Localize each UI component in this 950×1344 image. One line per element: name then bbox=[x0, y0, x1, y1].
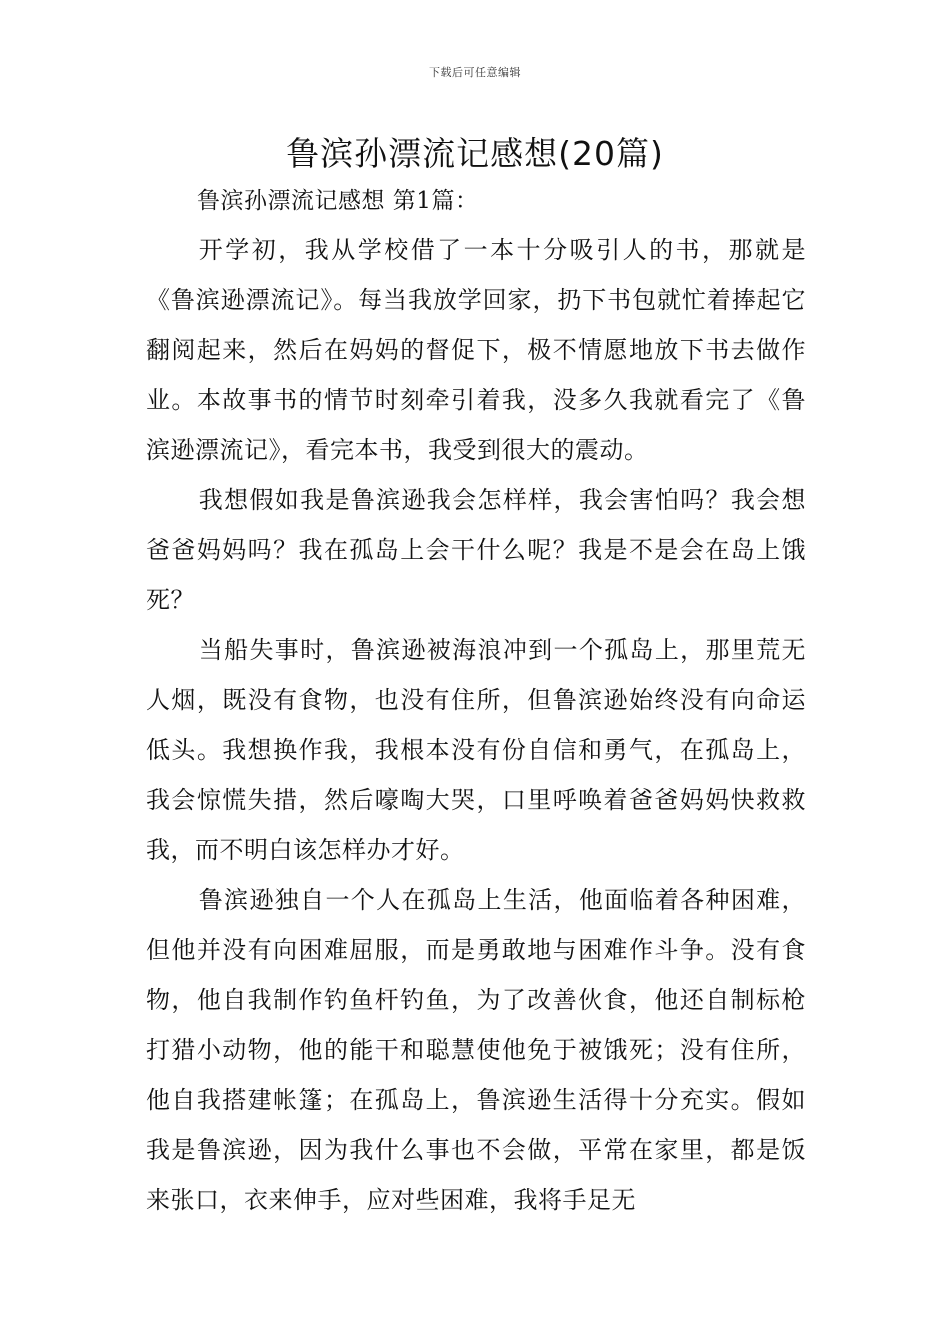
paragraph: 当船失事时，鲁滨逊被海浪冲到一个孤岛上，那里荒无人烟，既没有食物，也没有住所，但鲁滨逊始终没有向命运低头。我想换作我，我根本没有份自信和勇气，在孤岛上，我会惊慌失措，然后嚎啕大哭，口里呼唤着爸爸妈妈快救救我，而不明白该怎样办才好。 bbox=[146, 636, 806, 864]
paragraph: 鲁滨逊独自一个人在孤岛上生活，他面临着各种困难，但他并没有向困难屈服，而是勇敢地与困难作斗争。没有食物，他自我制作钓鱼杆钓鱼，为了改善伙食，他还自制标枪打猎小动物，他的能干和聪慧使他免于被饿死；没有住所，他自我搭建帐篷；在孤岛上，鲁滨逊生活得十分充实。假如我是鲁滨逊，因为我什么事也不会做，平常在家里，都是饭来张口，衣来伸手，应对些困难，我将手足无 bbox=[146, 886, 806, 1214]
paragraph: 开学初，我从学校借了一本十分吸引人的书，那就是《鲁滨逊漂流记》。每当我放学回家，扔下书包就忙着捧起它翻阅起来，然后在妈妈的督促下，极不情愿地放下书去做作业。本故事书的情节时刻牵引着我，没多久我就看完了《鲁滨逊漂流记》，看完本书，我受到很大的震动。 bbox=[146, 236, 806, 464]
paragraph: 我想假如我是鲁滨逊我会怎样样，我会害怕吗？我会想爸爸妈妈吗？我在孤岛上会干什么呢？我是不是会在岛上饿死？ bbox=[146, 486, 806, 614]
document-title: 鲁滨孙漂流记感想(20篇) bbox=[286, 134, 664, 173]
header-note: 下载后可任意编辑 bbox=[429, 66, 521, 79]
body-text bbox=[146, 225, 806, 1225]
chapter-heading: 鲁滨孙漂流记感想 第1篇： bbox=[197, 188, 479, 214]
